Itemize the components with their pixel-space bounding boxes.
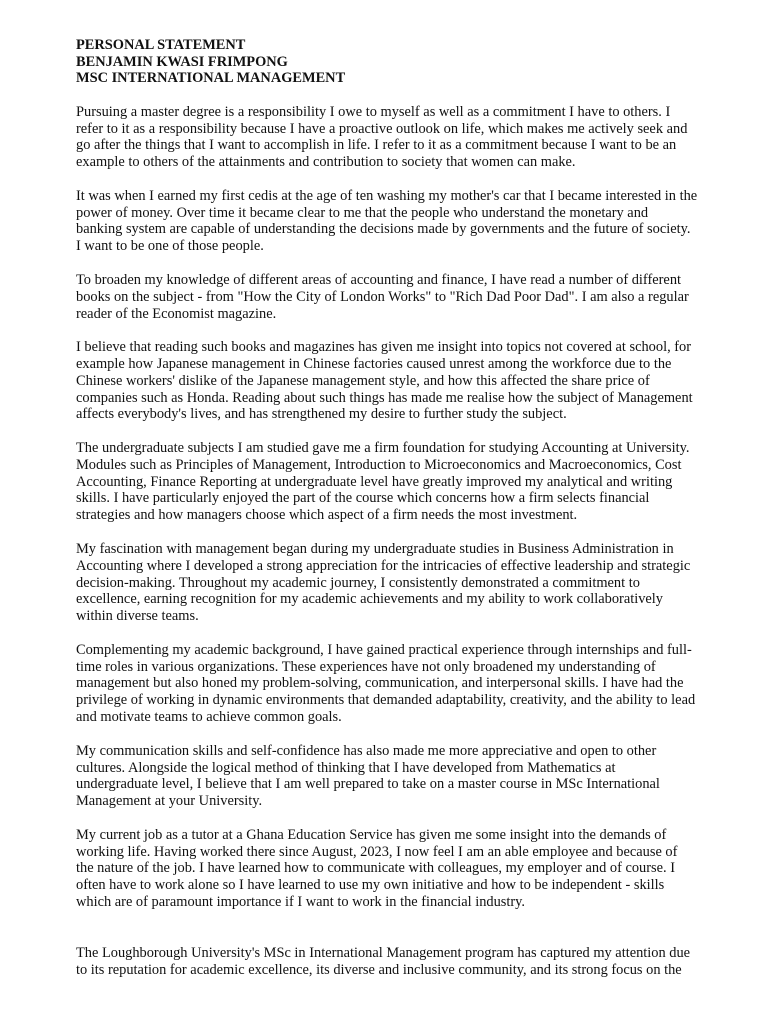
author-name: BENJAMIN KWASI FRIMPONG xyxy=(76,53,288,70)
paragraph-1: Pursuing a master degree is a responsibility I owe to myself as well as a commitment I have to others. I refer to it as a responsibility because I have a proactive outlook on life, which makes me actively seek and go after the things that I want to accomplish in life. I refer to it as a commitment because I want to be an example to others of the attainments and contribution to society that women can make. xyxy=(76,103,688,171)
paragraph-3: To broaden my knowledge of different areas of accounting and finance, I have read a number of different books on the subject - from "How the City of London Works" to "Rich Dad Poor Dad". I am also a regular reader of the Economist magazine. xyxy=(76,271,689,322)
program-name: MSC INTERNATIONAL MANAGEMENT xyxy=(76,70,346,87)
document-header xyxy=(76,37,698,87)
paragraph-5: The undergraduate subjects I am studied gave me a firm foundation for studying Accounting at University. Modules such as Principles of Management, Introduction to Microeconomics and Macroeconomics, Cost Accounting, Finance Reporting at undergraduate level have greatly improved my analytical and writing skills. I have particularly enjoyed the part of the course which concerns how a firm selects financial strategies and how managers choose which aspect of a firm needs the most investment. xyxy=(76,440,690,524)
paragraph-6: My fascination with management began during my undergraduate studies in Business Administration in Accounting where I developed a strong appreciation for the intricacies of effective leadership and strategic decision-making. Throughout my academic journey, I consistently demonstrated a commitment to excellence, earning recognition for my academic achievements and my ability to work collaboratively within diverse teams. xyxy=(76,540,691,625)
paragraph-9: My current job as a tutor at a Ghana Education Service has given me some insight into the demands of working life. Having worked there since August, 2023, I now feel I am an able employee and because of the nature of the job. I have learned how to communicate with colleagues, my employer and of course. I often have to work alone so I have learned to use my own initiative and how to be independent - skills which are of paramount importance if I want to work in the financial industry. xyxy=(76,826,678,910)
paragraph-7: Complementing my academic background, I have gained practical experience through internships and full-time roles in various organizations. These experiences have not only broadened my understanding of management but also honed my problem-solving, communication, and interpersonal skills. I have had the privilege of working in dynamic environments that demanded adaptability, creativity, and the ability to lead and motivate teams to achieve common goals. xyxy=(76,641,696,726)
paragraph-10: The Loughborough University's MSc in International Management program has captured my attention due to its reputation for academic excellence, its diverse and inclusive community, and its strong focus on the xyxy=(76,944,691,978)
document-page xyxy=(76,37,698,995)
paragraph-2: It was when I earned my first cedis at the age of ten washing my mother's car that I became interested in the power of money. Over time it became clear to me that the people who understand the monetary and banking system are capable of understanding the decisions made by governments and the future of society. I want to be one of those people. xyxy=(76,187,698,255)
paragraph-4: I believe that reading such books and magazines has given me insight into topics not covered at school, for example how Japanese management in Chinese factories caused unrest among the workforce due to the Chinese workers' dislike of the Japanese management style, and how this affected the share price of companies such as Honda. Reading about such things has made me realise how the subject of Management affects everybody's lives, and has strengthened my desire to further study the subject. xyxy=(76,339,693,423)
document-title: PERSONAL STATEMENT xyxy=(76,37,246,53)
paragraph-8: My communication skills and self-confidence has also made me more appreciative and open to other cultures. Alongside the logical method of thinking that I have developed from Mathematics at undergraduate level, I believe that I am well prepared to take on a master course in MSc International Management at your University. xyxy=(76,742,660,810)
